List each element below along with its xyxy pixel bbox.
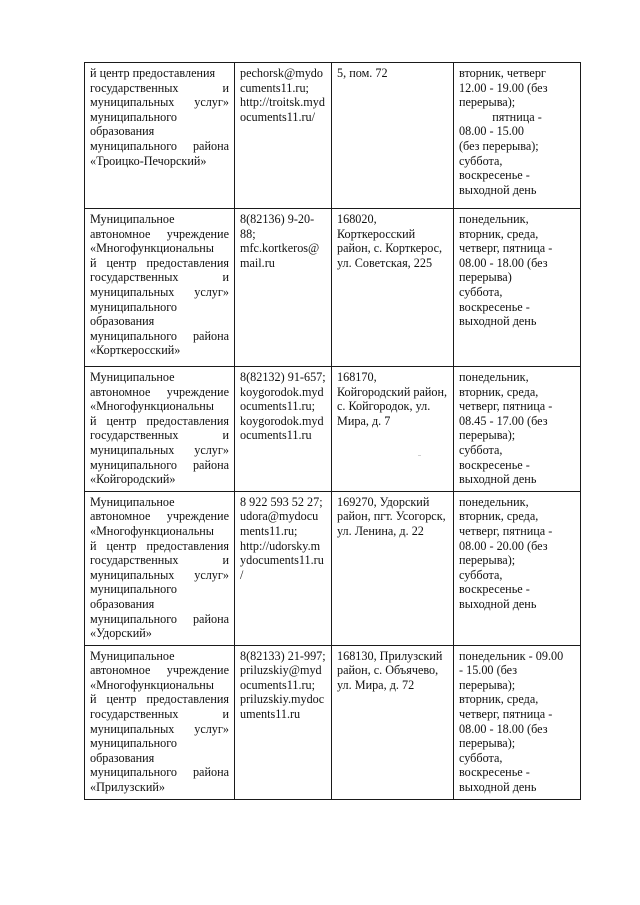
- schedule-cell: [454, 491, 581, 645]
- organization-line: Муниципальное: [90, 212, 175, 226]
- mfc-offices-table: [84, 62, 581, 800]
- organization-line: муниципального: [90, 736, 177, 751]
- organization-cell: [85, 491, 235, 645]
- organization-line: муниципальных услуг»: [90, 442, 229, 457]
- scan-speck: [418, 455, 421, 456]
- schedule-text-centered: пятница -: [492, 109, 542, 124]
- contacts-text: pechorsk@mydo cuments11.ru; http://troitsk.myd ocuments11.ru/: [240, 66, 325, 124]
- organization-line: «Койгородский»: [90, 472, 176, 487]
- address-text: 168130, Прилузский район, с. Объячево, ул. Мира, д. 72: [337, 648, 443, 692]
- organization-line: й центр предоставления: [90, 538, 229, 553]
- address-cell: [332, 491, 454, 645]
- table-row: [85, 209, 581, 367]
- organization-line: муниципального района: [90, 765, 229, 780]
- organization-line: государственных и: [90, 270, 229, 285]
- organization-line: автономное учреждение: [90, 384, 229, 399]
- organization-line: автономное учреждение: [90, 509, 229, 524]
- table-row: [85, 491, 581, 645]
- organization-line: автономное учреждение: [90, 663, 229, 678]
- organization-line: «Корткеросский»: [90, 343, 181, 358]
- organization-line: муниципальных услуг»: [90, 284, 229, 299]
- organization-line: государственных и: [90, 80, 229, 95]
- address-cell: [332, 645, 454, 799]
- organization-line: муниципальных услуг»: [90, 721, 229, 736]
- organization-line: Муниципальное: [90, 370, 175, 384]
- organization-line: й центр предоставления: [90, 692, 229, 707]
- table-row: [85, 645, 581, 799]
- schedule-cell: [454, 367, 581, 492]
- organization-line: образования: [90, 314, 155, 329]
- organization-line: муниципального: [90, 299, 177, 314]
- schedule-cell: [454, 63, 581, 209]
- organization-line: муниципального района: [90, 611, 229, 626]
- organization-line: й центр предоставления: [90, 413, 229, 428]
- contacts-cell: [235, 645, 332, 799]
- contacts-cell: [235, 63, 332, 209]
- organization-cell: [85, 63, 235, 209]
- schedule-text: 08.00 - 15.00 (без перерыва); суббота, воскресенье - выходной день: [459, 124, 539, 197]
- address-cell: [332, 209, 454, 367]
- contacts-text: 8(82132) 91-657; koygorodok.myd ocuments11.ru; koygorodok.myd ocuments11.ru: [240, 370, 326, 443]
- organization-line: образования: [90, 596, 155, 611]
- contacts-text: 8 922 593 52 27; udora@mydocu ments11.ru; http://udorsky.m ydocuments11.ru /: [240, 494, 324, 582]
- organization-line: «Прилузский»: [90, 780, 165, 795]
- organization-line: образования: [90, 124, 155, 139]
- schedule-cell: [454, 645, 581, 799]
- organization-line: автономное учреждение: [90, 226, 229, 241]
- organization-line: муниципальных услуг»: [90, 567, 229, 582]
- address-cell: [332, 63, 454, 209]
- organization-line: «Многофункциональны: [90, 241, 214, 256]
- organization-line: «Троицко-Печорский»: [90, 153, 207, 168]
- schedule-cell: [454, 209, 581, 367]
- organization-line: муниципального: [90, 109, 177, 124]
- organization-line: «Удорский»: [90, 626, 152, 641]
- contacts-text: 8(82136) 9-20- 88; mfc.kortkeros@ mail.ru: [240, 212, 320, 270]
- organization-cell: [85, 645, 235, 799]
- organization-cell: [85, 209, 235, 367]
- organization-line: «Многофункциональны: [90, 523, 214, 538]
- organization-line: муниципального: [90, 582, 177, 597]
- organization-line: государственных и: [90, 707, 229, 722]
- contacts-cell: [235, 367, 332, 492]
- schedule-text: понедельник, вторник, среда, четверг, пятница - 08.45 - 17.00 (без перерыва); суббота, воскресенье - выходной день: [459, 370, 553, 487]
- organization-line: муниципального района: [90, 328, 229, 343]
- table-body: [85, 63, 581, 800]
- contacts-cell: [235, 209, 332, 367]
- table-row: [85, 367, 581, 492]
- organization-line: государственных и: [90, 428, 229, 443]
- organization-line: й центр предоставления: [90, 66, 216, 80]
- organization-line: государственных и: [90, 553, 229, 568]
- contacts-cell: [235, 491, 332, 645]
- schedule-text: понедельник - 09.00 - 15.00 (без перерыва); вторник, среда, четверг, пятница - 08.00 - 18.00 (без перерыва); суббота, воскресенье - выходной день: [459, 648, 564, 795]
- organization-line: «Многофункциональны: [90, 677, 214, 692]
- organization-line: «Многофункциональны: [90, 399, 214, 414]
- schedule-text: вторник, четверг 12.00 - 19.00 (без перерыва);: [459, 66, 548, 110]
- organization-line: й центр предоставления: [90, 255, 229, 270]
- address-text: 5, пом. 72: [337, 66, 388, 80]
- organization-line: Муниципальное: [90, 494, 175, 509]
- schedule-text: понедельник, вторник, среда, четверг, пятница - 08.00 - 18.00 (без перерыва) суббота, воскресенье - выходной день: [459, 212, 553, 329]
- organization-line: муниципальных услуг»: [90, 95, 229, 110]
- address-text: 168020, Корткеросский район, с. Корткерос, ул. Советская, 225: [337, 212, 443, 270]
- schedule-text: понедельник, вторник, среда, четверг, пятница - 08.00 - 20.00 (без перерыва); суббота, воскресенье - выходной день: [459, 494, 553, 611]
- organization-line: образования: [90, 750, 155, 765]
- table-row: [85, 63, 581, 209]
- organization-cell: [85, 367, 235, 492]
- contacts-text: 8(82133) 21-997; priluzskiy@myd ocuments11.ru; priluzskiy.mydoc uments11.ru: [240, 648, 326, 722]
- organization-line: муниципального района: [90, 457, 229, 472]
- organization-line: Муниципальное: [90, 648, 175, 663]
- address-cell: [332, 367, 454, 492]
- organization-line: муниципального района: [90, 138, 229, 153]
- address-text: 168170, Койгородский район, с. Койгородок, ул. Мира, д. 7: [337, 370, 448, 428]
- address-text: 169270, Удорский район, пгт. Усогорск, ул. Ленина, д. 22: [337, 494, 446, 538]
